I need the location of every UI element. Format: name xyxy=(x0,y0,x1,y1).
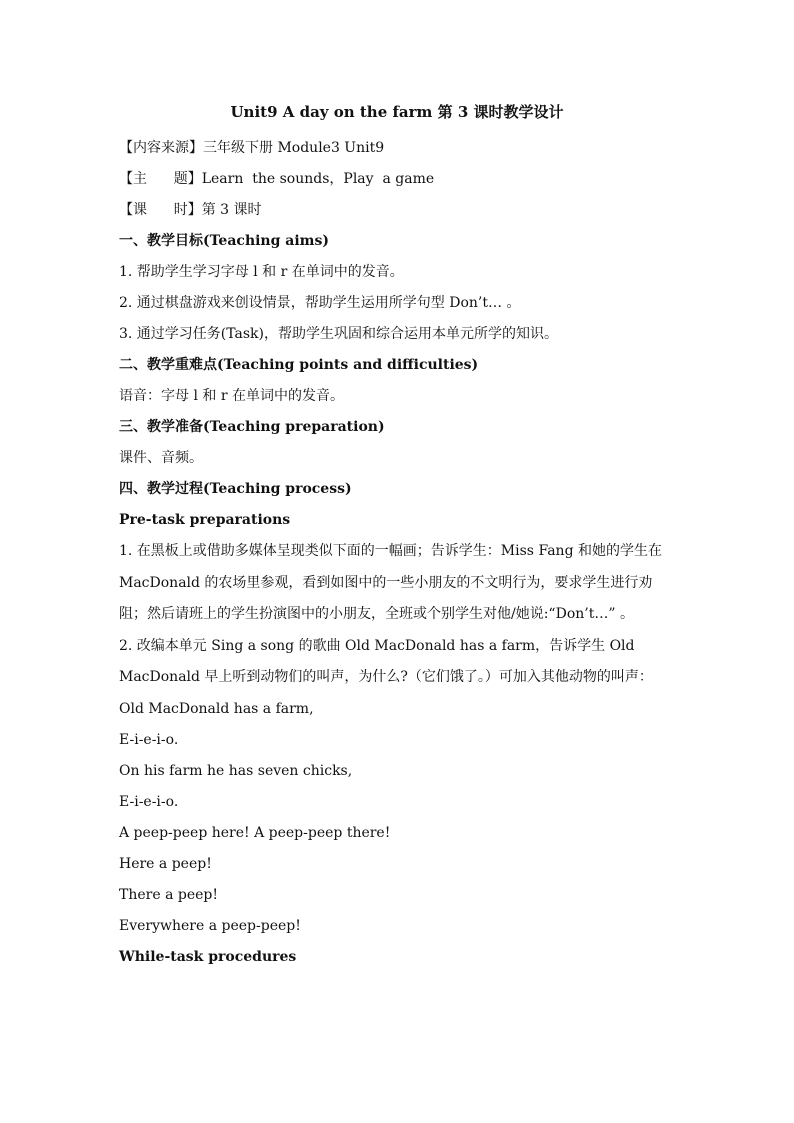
song-line-3: On his farm he has seven chicks, xyxy=(119,762,353,779)
process-heading: 四、教学过程(Teaching process) xyxy=(119,481,352,497)
prep-heading: 三、教学准备(Teaching preparation) xyxy=(119,419,385,435)
song-line-5: A peep-peep here! A peep-peep there! xyxy=(119,824,391,841)
document-title: Unit9 A day on the farm 第 3 课时教学设计 xyxy=(230,103,564,121)
aim-item-3: 3. 通过学习任务(Task)，帮助学生巩固和综合运用本单元所学的知识。 xyxy=(119,326,558,342)
aim-item-1: 1. 帮助学生学习字母 l 和 r 在单词中的发音。 xyxy=(119,264,404,280)
prep-text: 课件、音频。 xyxy=(119,450,203,466)
song-line-8: Everywhere a peep-peep! xyxy=(119,917,301,934)
song-line-7: There a peep! xyxy=(119,886,218,903)
aim-item-2: 2. 通过棋盘游戏来创设情景，帮助学生运用所学句型 Don’t… 。 xyxy=(119,295,521,311)
meta-period: 【课 时】第 3 课时 xyxy=(119,202,262,218)
meta-topic: 【主 题】Learn the sounds，Play a game xyxy=(119,171,435,187)
aims-heading: 一、教学目标(Teaching aims) xyxy=(119,233,329,249)
song-line-1: Old MacDonald has a farm, xyxy=(119,700,314,717)
step-2-paragraph: 2. 改编本单元 Sing a song 的歌曲 Old MacDonald has a farm，告诉学生 Old MacDonald 早上听到动物们的叫声，为什么?（它们饿了。）可加入其他动物的叫声： xyxy=(119,637,653,685)
pre-task-heading: Pre-task preparations xyxy=(119,512,291,528)
meta-source: 【内容来源】三年级下册 Module3 Unit9 xyxy=(119,140,385,156)
song-line-4: E-i-e-i-o. xyxy=(119,793,179,810)
song-line-2: E-i-e-i-o. xyxy=(119,731,179,748)
step-1-paragraph: 1. 在黑板上或借助多媒体呈现类似下面的一幅画；告诉学生：Miss Fang 和她的学生在 MacDonald 的农场里参观，看到如图中的一些小朋友的不文明行为，要求学生进行劝阻；然后请班上的学生扮演图中的小朋友，全班或个别学生对他/她说:“Don’t…” 。 xyxy=(119,543,662,622)
document-body xyxy=(119,133,679,973)
while-task-heading: While-task procedures xyxy=(119,948,297,965)
points-heading: 二、教学重难点(Teaching points and difficulties) xyxy=(119,357,479,373)
song-line-6: Here a peep! xyxy=(119,855,212,872)
points-text: 语音：字母 l 和 r 在单词中的发音。 xyxy=(119,388,344,404)
